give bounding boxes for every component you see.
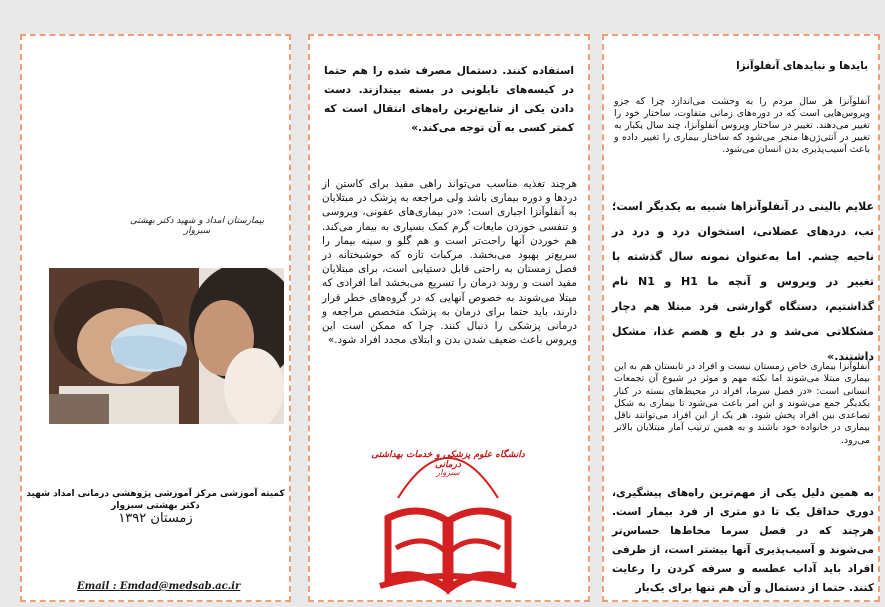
middle-body-paragraph: هرچند تغذیه مناسب می‌تواند راهی مفید برای کاستن از دردها و دوره بیماری باشد ولی مراجعه به پزشک در مبتلایان به آنفلوآنزا اجباری است: «در بیماری‌های عفونی، ویروسی و تنفسی خوردن مایعات گرم کمک بسیاری به بیمار می‌کند. هم خوردن آنها راحت‌تر است و هم گلو و سینه بیمار را سریع‌تر بهبود می‌بخشد. مرکبات تازه که خوشبختانه در فصل زمستان به راحتی قابل دستیابی است، برای مبتلایان مفید است و روند درمان را تسریع می‌بخشد اما افرادی که مبتلا می‌شوند به خصوص آنهایی که در گروه‌های خطر قرار دارند، باید حتما برای درمان به پزشک متخصص مراجعه و درمانی پزشکی را دنبال کنند. چرا که ممکن است این ویروس باعث ضعیف شدن بدن و ابتلای مجدد افراد شود.» — [322, 178, 577, 347]
logo-university-name: دانشگاه علوم پزشکی و خدمات بهداشتی درمانی — [371, 450, 525, 470]
organization-block — [22, 488, 289, 525]
prevention-paragraph: به همین دلیل یکی از مهم‌ترین راه‌های پیشگیری، دوری حداقل یک تا دو متری از فرد بیمار است. هرچند که در فصل سرما مخاط‌ها حساس‌تر می‌شوند و آسیب‌پذیری آنها بیشتر است، از طرفی افراد باید آداب عطسه و سرفه کردن را رعایت کنند. حتما از دستمال و آن هم تنها برای یک‌بار — [612, 487, 874, 594]
season-label: زمستان ۱۳۹۲ — [118, 511, 193, 526]
right-panel — [602, 34, 880, 602]
logo-city-name: سبزوار — [436, 468, 460, 477]
seasonal-spread-paragraph: آنفلوآنزا بیماری خاص زمستان نیست و افراد در تابستان هم به این بیماری مبتلا می‌شوند اما نکته مهم و موثر در شیوع آن تجمعات انسانی است: «در فصل سرما، افراد در محیط‌های بسته در کنار یکدیگر جمع می‌شوند و این امر باعث می‌شود تا بیماری به شکل تصاعدی بین افراد پخش شود. هر یک از این افراد می‌توانند ناقل بیماری در خانواده خود باشند و به همین ترتیب آمار مبتلایان بالاتر می‌رود. — [614, 361, 870, 446]
masked-patient-photo — [49, 268, 284, 424]
org-line-1: کمیته آموزشی مرکز آموزشی پژوهشی درمانی امداد شهید — [26, 489, 285, 499]
clinical-symptoms-paragraph: علایم بالینی در آنفلوآنزاها شبیه به یکدیگر است؛ تب، دردهای عضلانی، استخوان درد و درد در ناحیه چشم. اما به‌عنوان نمونه سال گذشته با تغییر در ویروس و آنچه ما H1 و N1 نام گذاشتیم، دستگاه گوارشی فرد مبتلا هم دچار مشکلاتی می‌شد و در بلع و هضم غذا، مشکل داشتند.» — [612, 200, 875, 363]
university-logo — [358, 428, 538, 602]
org-line-2: دکتر بهشتی سبزوار — [111, 501, 200, 511]
contact-email[interactable]: Email : Emdad@medsab.ac.ir — [77, 581, 241, 592]
left-panel — [20, 34, 291, 602]
middle-panel — [308, 34, 590, 602]
influenza-intro-paragraph: آنفلوآنزا هر سال مردم را به وحشت می‌اندازد چرا که جزو ویروس‌هایی است که در دوره‌های زمانی متفاوت، ساختار خود را تغییر می‌دهند. تغییر در ساختار ویروس آنفلوآنزا، چند سال یکبار به تغییر در آنتی‌ژن‌ها منجر می‌شود که ساختار بیماری را تغییر داده و باعث آسیب‌پذیری بدن انسان می‌شود. — [614, 96, 870, 155]
section-heading: بایدها و نبایدهای آنفلوآنزا — [736, 60, 868, 72]
middle-intro-paragraph: استفاده کنند. دستمال مصرف شده را هم حتما در کیسه‌های نایلونی در بسته بیندازند. دست دادن یکی از شایع‌ترین راه‌های انتقال است که کمتر کسی به آن توجه می‌کند.» — [324, 65, 574, 134]
hospital-signature: بیمارستان امداد و شهید دکتر بهشتی سبزوار — [129, 216, 265, 236]
